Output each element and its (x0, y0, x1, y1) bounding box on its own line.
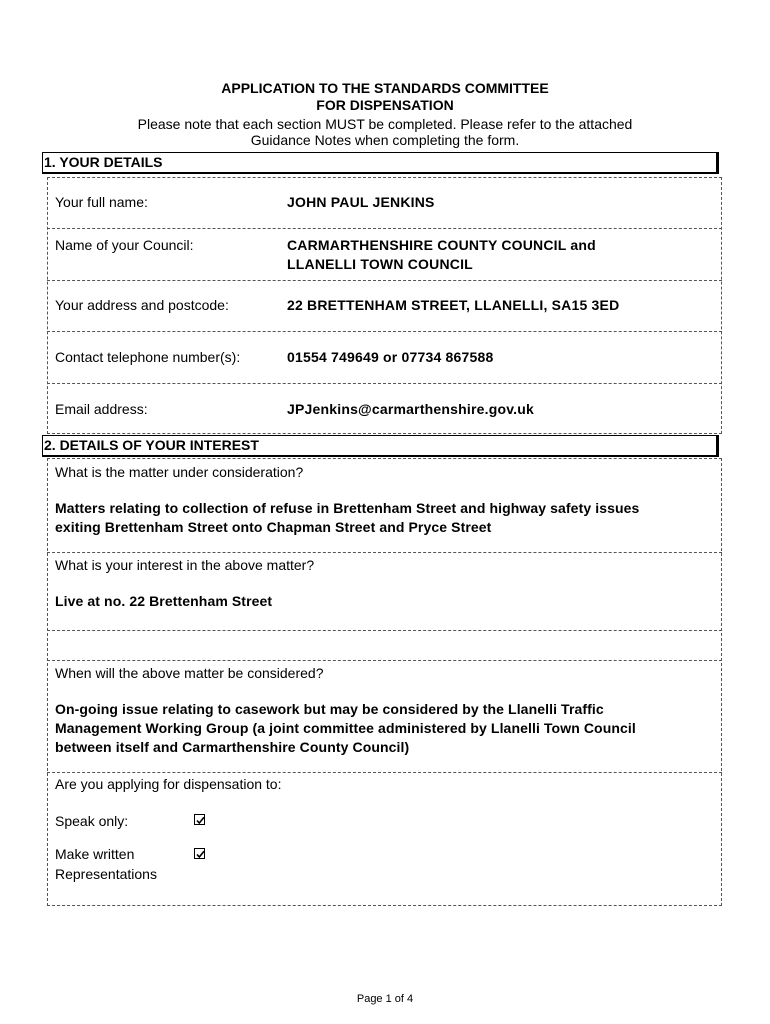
council-name-label: Name of your Council: (55, 237, 194, 253)
matter-question: What is the matter under consideration? (55, 464, 304, 480)
timing-answer-line2[interactable]: Management Working Group (a joint committee administered by Llanelli Town Council (55, 720, 636, 736)
divider (47, 660, 722, 661)
email-label: Email address: (55, 401, 148, 417)
phone-label: Contact telephone number(s): (55, 349, 241, 365)
interest-question: What is your interest in the above matter? (55, 557, 315, 573)
written-representations-label: Make written (55, 846, 135, 862)
full-name-label: Your full name: (55, 194, 148, 210)
form-title-line1: APPLICATION TO THE STANDARDS COMMITTEE (221, 80, 549, 96)
checkmark-icon (195, 849, 206, 860)
speak-only-label: Speak only: (55, 813, 129, 829)
divider (47, 772, 722, 773)
form-title-line2: FOR DISPENSATION (316, 97, 454, 113)
divider (47, 383, 722, 384)
address-label: Your address and postcode: (55, 297, 229, 313)
instructions-line1: Please note that each section MUST be completed. Please refer to the attached (137, 116, 633, 132)
divider (47, 228, 722, 229)
divider (47, 331, 722, 332)
dispensation-question: Are you applying for dispensation to: (55, 776, 282, 792)
checkmark-icon (195, 815, 206, 826)
full-name-field[interactable]: JOHN PAUL JENKINS (287, 194, 435, 210)
matter-answer-line1[interactable]: Matters relating to collection of refuse in Brettenham Street and highway safety issues (55, 500, 640, 516)
page-number: Page 1 of 4 (356, 993, 414, 1005)
instructions-line2: Guidance Notes when completing the form. (250, 132, 520, 148)
divider (47, 280, 722, 281)
council-name-field[interactable]: CARMARTHENSHIRE COUNTY COUNCIL and (287, 237, 596, 253)
phone-field[interactable]: 01554 749649 or 07734 867588 (287, 349, 494, 365)
address-field[interactable]: 22 BRETTENHAM STREET, LLANELLI, SA15 3ED (287, 297, 620, 313)
timing-question: When will the above matter be considered? (55, 665, 324, 681)
written-representations-label-line2: Representations (55, 866, 157, 882)
email-field[interactable]: JPJenkins@carmarthenshire.gov.uk (287, 401, 534, 417)
council-name-field-line2[interactable]: LLANELLI TOWN COUNCIL (287, 256, 473, 272)
matter-answer-line2[interactable]: exiting Brettenham Street onto Chapman Street and Pryce Street (55, 519, 492, 535)
divider (47, 630, 722, 631)
divider (47, 552, 722, 553)
speak-only-checkbox[interactable] (194, 814, 205, 825)
section1-heading: 1. YOUR DETAILS (42, 152, 719, 174)
written-representations-checkbox[interactable] (194, 848, 205, 859)
timing-answer-line3[interactable]: between itself and Carmarthenshire County Council) (55, 739, 410, 755)
section2-heading: 2. DETAILS OF YOUR INTEREST (42, 435, 719, 457)
timing-answer-line1[interactable]: On-going issue relating to casework but may be considered by the Llanelli Traffic (55, 701, 604, 717)
interest-answer[interactable]: Live at no. 22 Brettenham Street (55, 593, 273, 609)
